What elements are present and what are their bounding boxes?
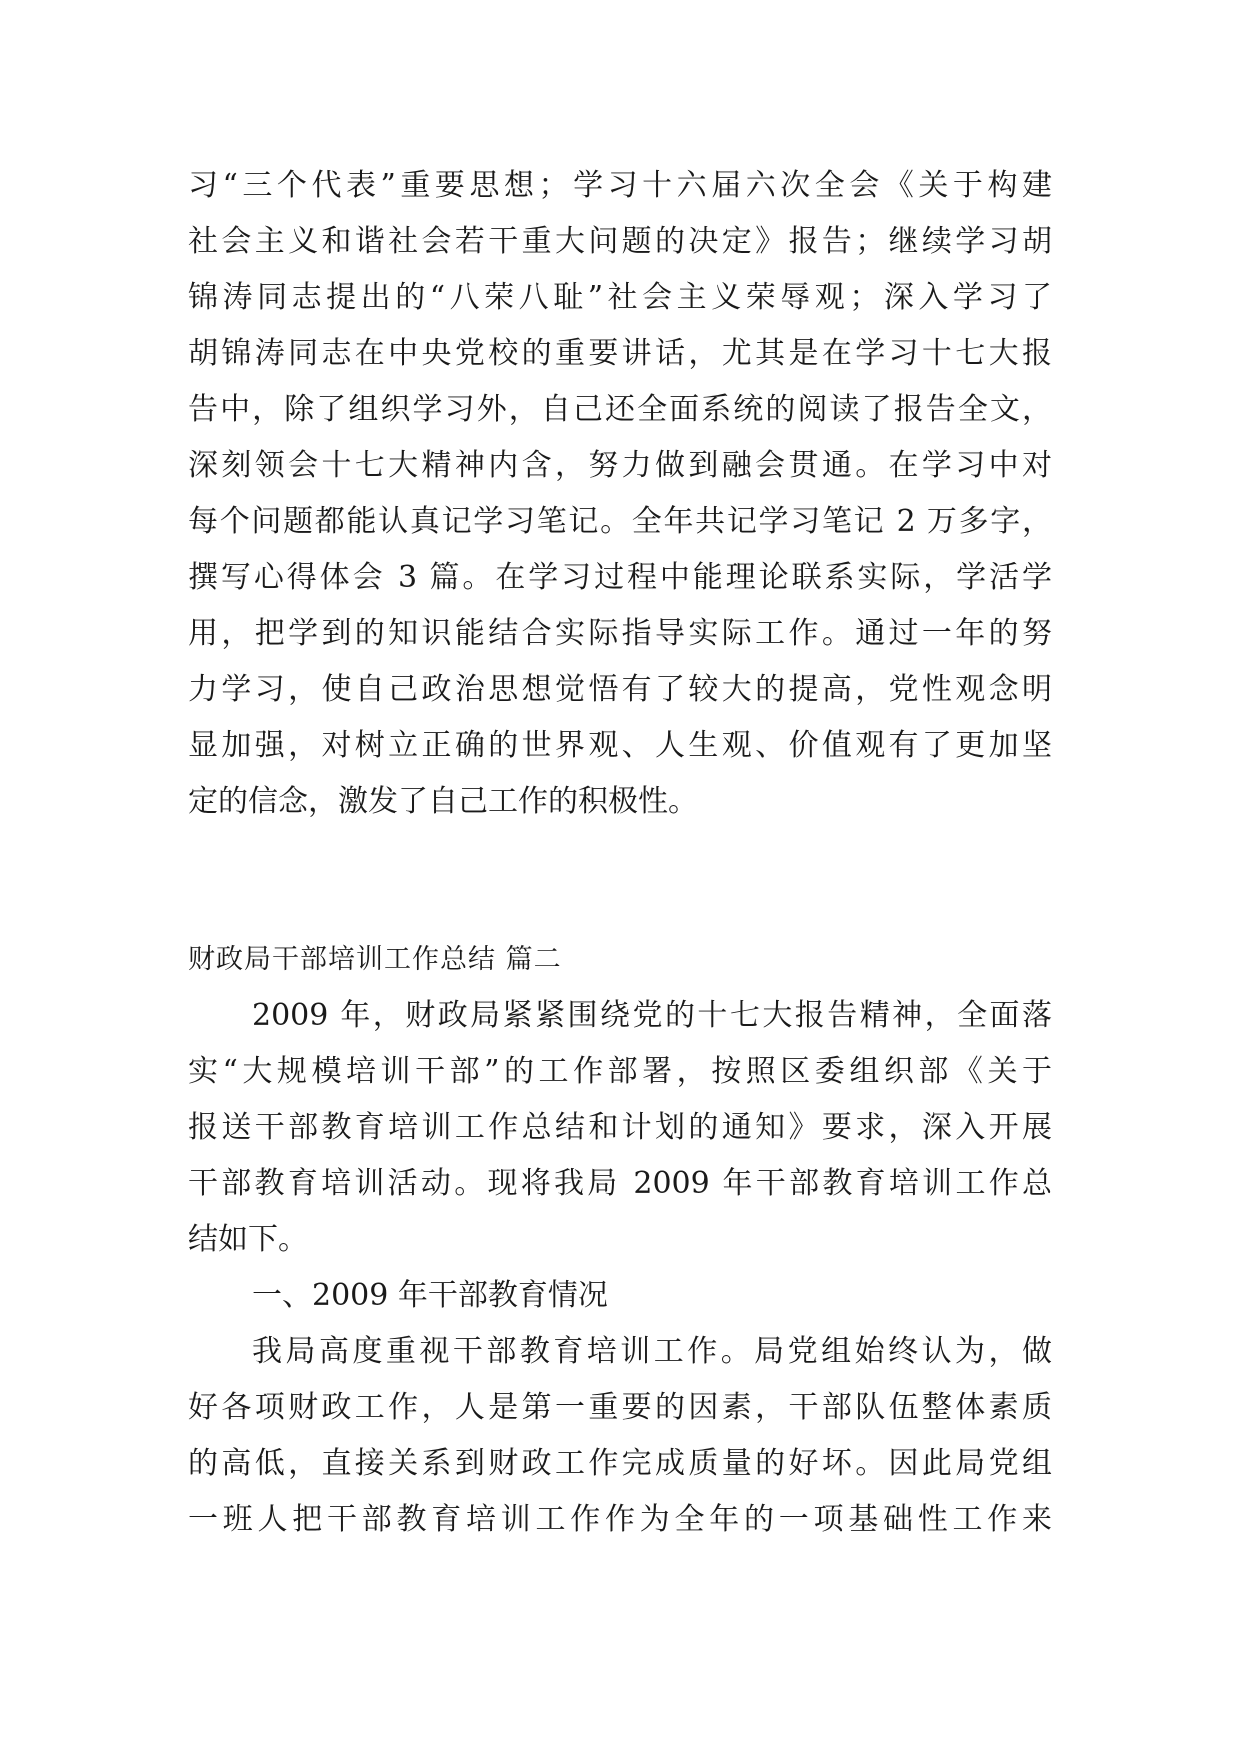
text-line: 报送干部教育培训工作总结和计划的通知》要求，深入开展	[188, 1110, 1052, 1145]
text-line: 2009 年，财政局紧紧围绕党的十七大报告精神，全面落	[252, 998, 1052, 1033]
text-line: 社会主义和谐社会若干重大问题的决定》报告；继续学习胡	[188, 224, 1052, 259]
document-page	[188, 158, 1052, 1548]
text-line: 我局高度重视干部教育培训工作。局党组始终认为，做	[252, 1334, 1052, 1369]
text-line: 显加强，对树立正确的世界观、人生观、价值观有了更加坚	[188, 728, 1052, 763]
text-line: 撰写心得体会 3 篇。在学习过程中能理论联系实际，学活学	[188, 560, 1052, 595]
paragraph-training	[188, 1324, 1052, 1548]
text-line: 的高低，直接关系到财政工作完成质量的好坏。因此局党组	[188, 1446, 1052, 1481]
text-line: 胡锦涛同志在中央党校的重要讲话，尤其是在学习十七大报	[188, 336, 1052, 371]
section-spacer	[188, 830, 1052, 932]
text-line: 干部教育培训活动。现将我局 2009 年干部教育培训工作总	[188, 1166, 1052, 1201]
text-line: 告中，除了组织学习外，自己还全面系统的阅读了报告全文，	[188, 392, 1052, 427]
section-heading: 财政局干部培训工作总结 篇二	[188, 944, 562, 975]
text-line: 每个问题都能认真记学习笔记。全年共记学习笔记 2 万多字，	[188, 504, 1052, 539]
text-line: 力学习，使自己政治思想觉悟有了较大的提高，党性观念明	[188, 672, 1052, 707]
text-line: 深刻领会十七大精神内含，努力做到融会贯通。在学习中对	[188, 448, 1052, 483]
text-line: 定的信念，激发了自己工作的积极性。	[188, 784, 698, 819]
paragraph-intro	[188, 988, 1052, 1268]
text-line: 结如下。	[188, 1222, 308, 1257]
text-line: 习“三个代表”重要思想；学习十六届六次全会《关于构建	[188, 168, 1052, 203]
text-line: 一班人把干部教育培训工作作为全年的一项基础性工作来	[188, 1502, 1052, 1537]
subheading: 一、2009 年干部教育情况	[252, 1278, 608, 1313]
paragraph-study-summary	[188, 158, 1052, 830]
text-line: 实“大规模培训干部”的工作部署，按照区委组织部《关于	[188, 1054, 1052, 1089]
text-line: 好各项财政工作，人是第一重要的因素，干部队伍整体素质	[188, 1390, 1052, 1425]
text-line: 锦涛同志提出的“八荣八耻”社会主义荣辱观；深入学习了	[188, 280, 1052, 315]
text-line: 用，把学到的知识能结合实际指导实际工作。通过一年的努	[188, 616, 1052, 651]
